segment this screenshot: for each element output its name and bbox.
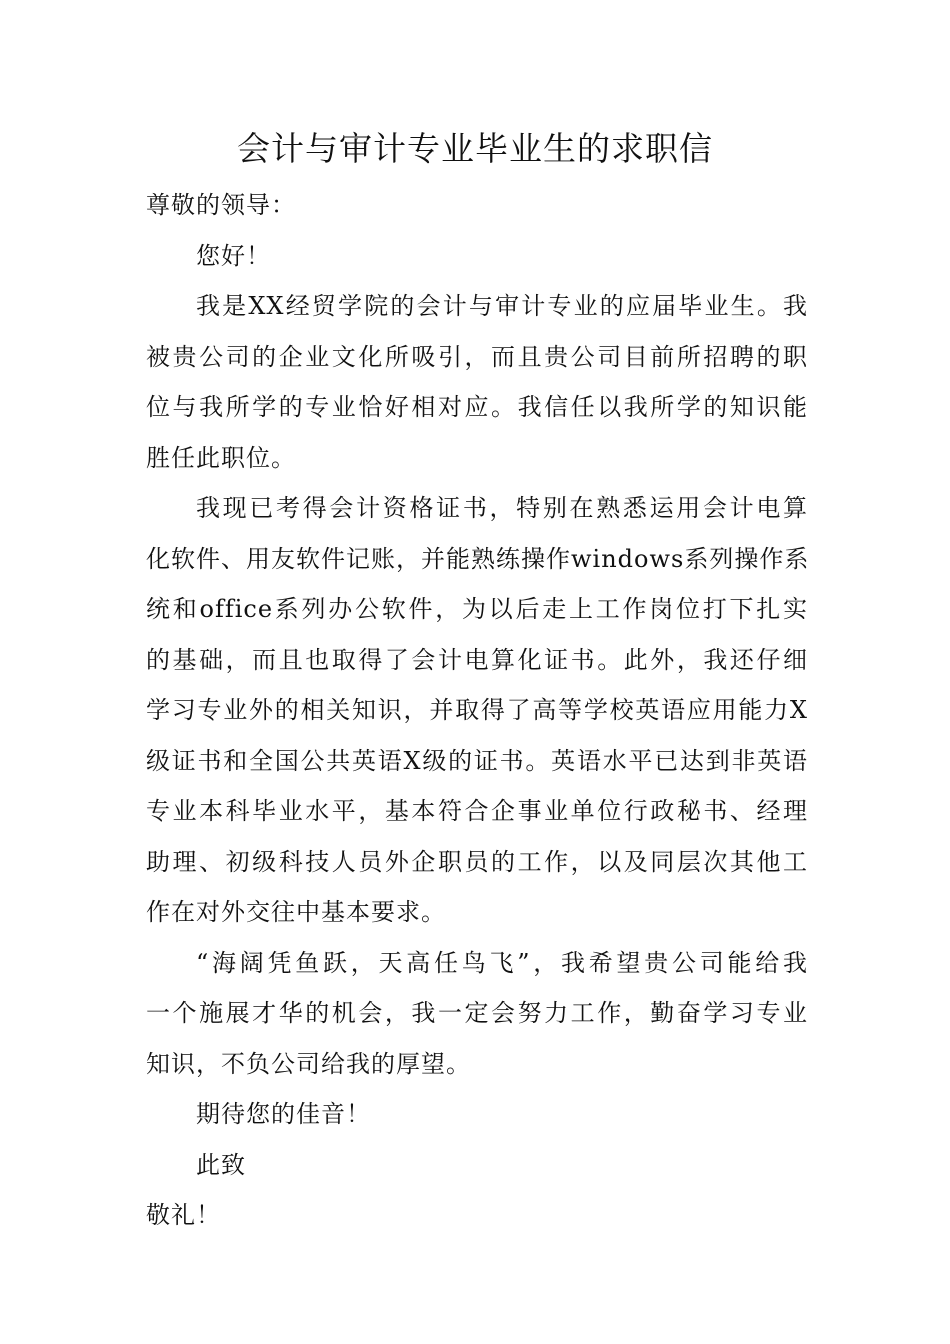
closing-expectation: 期待您的佳音！ xyxy=(196,1100,371,1128)
paragraph-3-line: 知识，不负公司给我的厚望。 xyxy=(146,1049,471,1078)
paragraph-2-line: 作在对外交往中基本要求。 xyxy=(146,898,446,926)
paragraph-3 xyxy=(146,938,808,1090)
paragraph-2-line: 化软件、用友软件记账，并能熟练操作windows系列操作系 xyxy=(146,544,810,573)
closing-regards: 此致 xyxy=(196,1150,246,1179)
document-title: 会计与审计专业毕业生的求职信 xyxy=(237,129,713,168)
letter-body xyxy=(146,180,808,1241)
paragraph-2-line: 学习专业外的相关知识，并取得了高等学校英语应用能力X xyxy=(146,696,808,724)
paragraph-3-line: 一个施展才华的机会，我一定会努力工作，勤奋学习专业 xyxy=(146,999,808,1027)
paragraph-2-line: 助理、初级科技人员外企职员的工作，以及同层次其他工 xyxy=(146,847,808,876)
paragraph-2-line: 级证书和全国公共英语X级的证书。英语水平已达到非英语 xyxy=(146,746,808,775)
paragraph-1-line: 我是XX经贸学院的会计与审计专业的应届毕业生。我 xyxy=(196,292,808,320)
paragraph-3-line: “海阔凭鱼跃，天高任鸟飞”，我希望贵公司能给我 xyxy=(196,948,808,977)
greeting: 您好！ xyxy=(196,241,271,270)
paragraph-2-line: 的基础，而且也取得了会计电算化证书。此外，我还仔细 xyxy=(146,645,808,674)
salutation: 尊敬的领导： xyxy=(146,191,296,219)
paragraph-1-line: 胜任此职位。 xyxy=(146,443,296,472)
paragraph-2-line: 专业本科毕业水平，基本符合企事业单位行政秘书、经理 xyxy=(146,797,808,825)
paragraph-2-line: 统和office系列办公软件，为以后走上工作岗位打下扎实 xyxy=(146,595,808,623)
paragraph-1 xyxy=(146,281,808,483)
paragraph-1-line: 位与我所学的专业恰好相对应。我信任以我所学的知识能 xyxy=(146,393,808,421)
paragraph-2 xyxy=(146,483,808,938)
paragraph-2-line: 我现已考得会计资格证书，特别在熟悉运用会计电算 xyxy=(196,494,808,522)
closing-salute: 敬礼！ xyxy=(146,1201,221,1229)
paragraph-1-line: 被贵公司的企业文化所吸引，而且贵公司目前所招聘的职 xyxy=(146,342,808,371)
